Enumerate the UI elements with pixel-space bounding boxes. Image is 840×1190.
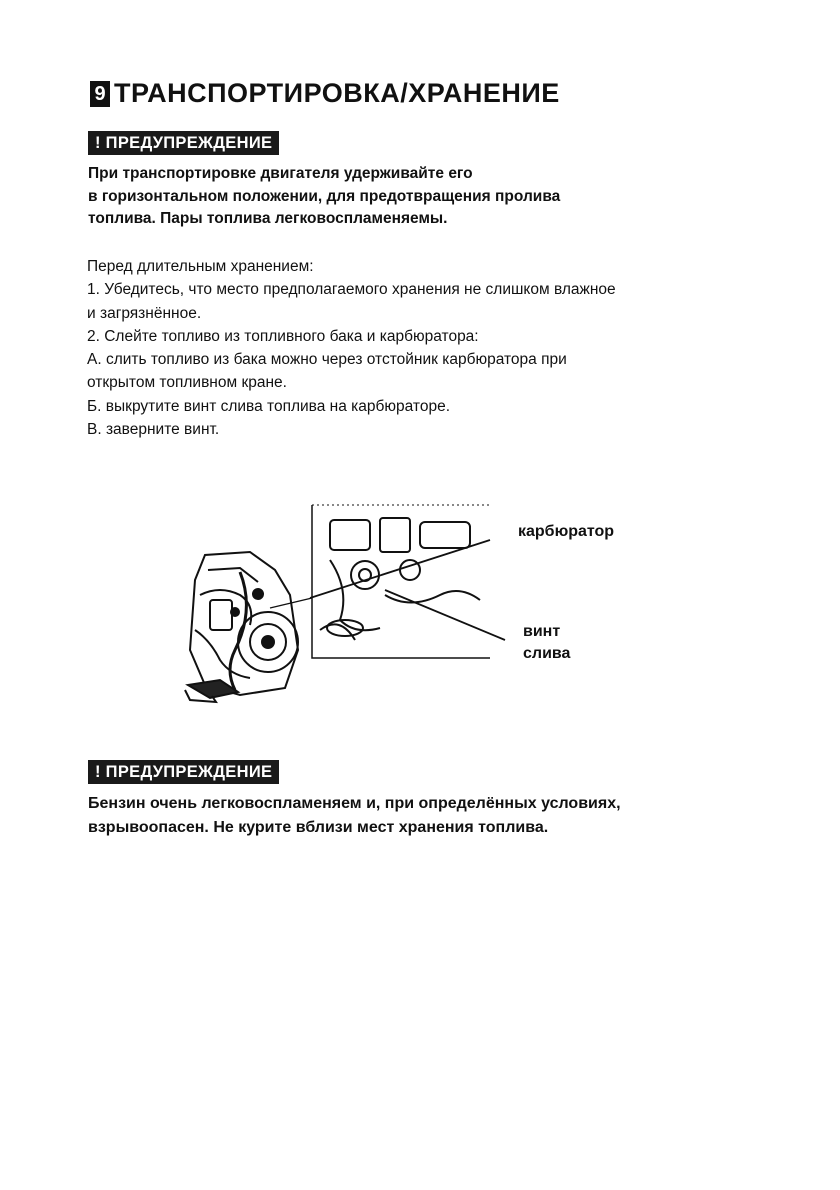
section-number: 9	[90, 81, 110, 107]
storage-instructions	[87, 255, 616, 441]
label-carburetor: карбюратор	[518, 523, 615, 540]
warning-line: При транспортировке двигателя удерживайте его	[88, 165, 473, 182]
instruction-line: А. слить топливо из бака можно через отстойник карбюратора при	[87, 351, 567, 369]
warning-label-fire: ! ПРЕДУПРЕЖДЕНИЕ	[88, 760, 279, 784]
warning-line: Бензин очень легковоспламеняем и, при определённых условиях,	[88, 795, 621, 812]
label-drain-screw	[523, 621, 570, 665]
instruction-line: В. заверните винт.	[87, 421, 220, 439]
instruction-line: 1. Убедитесь, что место предполагаемого хранения не слишком влажное	[87, 281, 616, 299]
label-drain-screw-line: слива	[523, 645, 571, 662]
section-heading	[90, 78, 560, 109]
warning-line: взрывоопасен. Не курите вблизи мест хранения топлива.	[88, 819, 549, 836]
instruction-line: 2. Слейте топливо из топливного бака и карбюратора:	[87, 327, 479, 345]
label-drain-screw-line: винт	[523, 623, 561, 640]
warning-text-transport	[88, 163, 560, 231]
warning-text-fire	[88, 792, 621, 840]
instruction-line: открытом топливном кране.	[87, 374, 287, 392]
warning-line: топлива. Пары топлива легковоспламеняемы.	[88, 210, 448, 227]
warning-line: в горизонтальном положении, для предотвращения пролива	[88, 187, 561, 205]
engine-illustration	[180, 500, 510, 710]
section-title: ТРАНСПОРТИРОВКА/ХРАНЕНИЕ	[114, 78, 560, 108]
instruction-line: Б. выкрутите винт слива топлива на карбюраторе.	[87, 397, 451, 415]
instruction-line: и загрязнённое.	[87, 304, 202, 322]
instruction-line: Перед длительным хранением:	[87, 258, 314, 275]
warning-label-transport: ! ПРЕДУПРЕЖДЕНИЕ	[88, 131, 279, 155]
